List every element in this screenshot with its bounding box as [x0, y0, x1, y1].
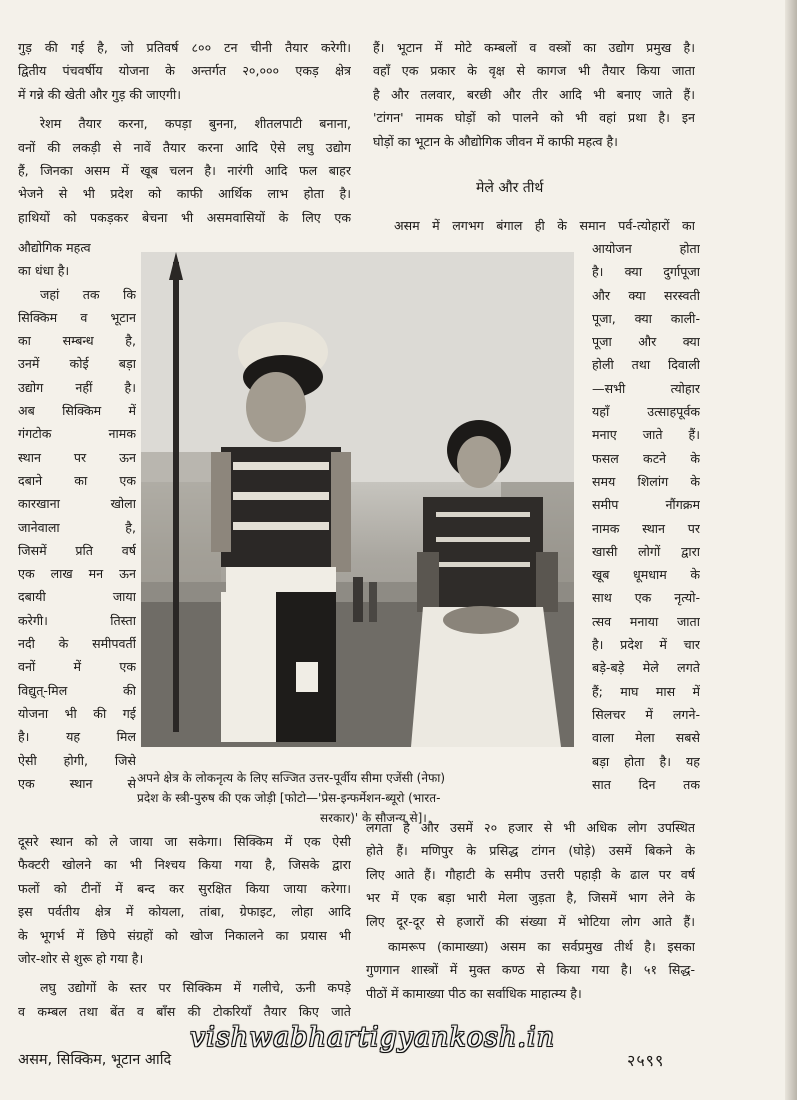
text-line: दूसरे स्थान को ले जाया जा सकेगा। सिक्किम में एक ऐसी [18, 834, 351, 849]
text-line: योजना भी की गई [18, 705, 136, 721]
section-heading: मेले और तीर्थ [476, 180, 544, 196]
text-line: के भूगर्भ में छिपे संग्रहों को खोज निकालने का प्रयास भी [18, 927, 351, 943]
text-line: ऐसी होगी, जिसे [18, 752, 136, 768]
text-line: समय शिलांग के [592, 473, 700, 489]
text-line: नदी के समीपवर्ती [18, 636, 136, 652]
footer-section-title: असम, सिक्किम, भूटान आदि [18, 1052, 172, 1068]
tribal-dancers-photo [141, 252, 574, 747]
text-line: गुड़ की गई है, जो प्रतिवर्ष ८०० टन चीनी तैयार करेगी। [18, 40, 351, 55]
text-line: एक लाख मन ऊन [18, 566, 136, 582]
text-line: वहाँ एक प्रकार के वृक्ष से कागज भी तैयार किया जाता [373, 63, 695, 79]
text-line: लिए आते हैं। गौहाटी के समीप उत्तरी पहाड़ी के ढाल पर वर्ष [366, 866, 695, 882]
text-line: घोड़ों का भूटान के औद्योगिक जीवन में काफी महत्व है। [373, 133, 618, 149]
text-line: त्सव मनाया जाता [592, 613, 700, 629]
text-line: खूब धूमधाम के [592, 567, 700, 583]
page-number: २५९९ [627, 1051, 665, 1070]
text-line: गुणगान शास्त्रों में मुक्त कण्ठ से किया गया है। ५१ सिद्ध- [366, 962, 695, 978]
text-line: कारखाना खोला [18, 496, 136, 512]
caption-line: सरकार)' के सौजन्य से]। [320, 811, 427, 825]
text-line: सात दिन तक [592, 776, 700, 792]
text-line: हैं; माघ मास में [592, 683, 700, 699]
text-line: वाला मेला सबसे [592, 730, 700, 746]
text-line: लिए दूर-दूर से हजारों की संख्या में भोटिया लोग आते हैं। [366, 913, 695, 929]
text-line: है। प्रदेश में चार [592, 637, 700, 653]
text-line: और क्या सरस्वती [592, 287, 700, 303]
text-line: का सम्बन्ध है, [18, 333, 136, 349]
text-line: सिलचर में लगने- [592, 706, 700, 722]
text-line: विद्युत्-मिल की [18, 682, 136, 698]
text-line: 'टांगन' नामक घोड़ों को पालने को भी वहां प्रथा है। इन [373, 110, 695, 126]
right-intro-text [394, 214, 695, 237]
text-line: भेजने से भी प्रदेश को काफी आर्थिक लाभ होता है। [18, 186, 351, 202]
text-line: यहाँ उत्साहपूर्वक [592, 404, 700, 420]
left-narrow-text [18, 236, 136, 795]
photo-illustration [141, 252, 574, 747]
text-line: में गन्ने की खेती और गुड़ की जाएगी। [18, 86, 181, 102]
text-line: हैं, जिनका असम में खूब चलन है। नारंगी आदि फल बाहर [18, 163, 351, 179]
text-line: गंगटोक नामक [18, 426, 136, 442]
text-line: सिक्किम व भूटान [18, 309, 136, 325]
text-line: बड़े-बड़े मेले लगते [592, 660, 700, 676]
text-line: उद्योग नहीं है। [18, 379, 136, 395]
text-line: वनों की लकड़ी से नावें तैयार करना आदि ऐसे लघु उद्योग [18, 139, 351, 155]
text-line: औद्योगिक महत्व [18, 240, 91, 255]
page-edge-shadow [785, 0, 797, 1100]
caption-line: अपने क्षेत्र के लोकनृत्य के लिए सज्जित उत्तर-पूर्वीय सीमा एजेंसी (नेफा) [137, 771, 446, 785]
text-line: हैं। भूटान में मोटे कम्बलों व वस्त्रों का उद्योग प्रमुख है। [373, 40, 695, 55]
text-line: है और तलवार, बरछी और तीर आदि भी बनाए जाते हैं। [373, 86, 695, 102]
left-top-text [18, 36, 351, 229]
text-line: जानेवाला है, [18, 519, 136, 535]
site-watermark: vishwabhartigyankosh.in [190, 1022, 555, 1053]
text-line: खासी लोगों द्वारा [592, 543, 700, 559]
text-line: है। क्या दुर्गापूजा [592, 264, 700, 280]
text-line: फैक्टरी खोलने का भी निश्चय किया गया है, जिसके द्वारा [18, 857, 351, 873]
text-line: —सभी त्योहार [592, 380, 700, 396]
text-line: जोर-शोर से शुरू हो गया है। [18, 951, 144, 967]
caption-line: प्रदेश के स्त्री-पुरुष की एक जोड़ी [फोटो—'प्रेस-इन्फर्मेशन-ब्यूरो (भारत- [137, 791, 441, 805]
text-line: रेशम तैयार करना, कपड़ा बुनना, शीतलपाटी बनाना, [40, 116, 351, 132]
text-line: मनाए जाते हैं। [592, 427, 700, 443]
text-line: कामरूप (कामाख्या) असम का सर्वप्रमुख तीर्थ है। इसका [388, 939, 695, 955]
text-line: होते हैं। मणिपुर के प्रसिद्ध टांगन (घोड़े) उसमें बिकने के [366, 843, 695, 859]
text-line: बड़ा होता है। यह [592, 753, 700, 769]
text-line: दबाने का एक [18, 472, 136, 488]
text-line: एक स्थान से [18, 775, 136, 791]
text-line: फलों को टीनों में बन्द कर सुरक्षित किया जाया करेगा। [18, 880, 351, 896]
text-line: आयोजन होता [592, 241, 700, 256]
text-line: व कम्बल तथा बेंत व बाँस की टोकरियाँ तैयार किए जाते [18, 1003, 351, 1019]
text-line: लघु उद्योगों के स्तर पर सिक्किम में गलीचे, ऊनी कपड़े [40, 980, 351, 996]
text-line: साथ एक नृत्यो- [592, 590, 700, 606]
text-line: पीठों में कामाख्या पीठ का सर्वाधिक माहात्म्य है। [366, 985, 582, 1001]
left-bottom-text [18, 830, 351, 1023]
text-line: पूजा और क्या [592, 334, 700, 350]
text-line: समीप नौंगक्रम [592, 497, 700, 513]
right-narrow-text [592, 237, 700, 796]
text-line: स्थान पर ऊन [18, 449, 136, 465]
text-line: लगता है और उसमें २० हजार से भी अधिक लोग उपस्थित [366, 820, 695, 835]
text-line: दबायी जाया [18, 589, 136, 605]
text-line: भर में एक बड़ा भारी मेला जुड़ता है, जिसमें भाग लेने के [366, 890, 695, 906]
text-line: हाथियों को पकड़कर बेचना भी असमवासियों के लिए एक [18, 209, 351, 225]
text-line: पूजा, क्या काली- [592, 310, 700, 326]
text-line: है। यह मिल [18, 729, 136, 745]
right-top-text [373, 36, 695, 153]
text-line: असम में लगभग बंगाल ही के समान पर्व-त्योहारों का [394, 218, 695, 233]
text-line: अब सिक्किम में [18, 403, 136, 419]
text-line: नामक स्थान पर [592, 520, 700, 536]
text-line: होली तथा दिवाली [592, 357, 700, 373]
text-line: उनमें कोई बड़ा [18, 356, 136, 372]
text-line: का धंधा है। [18, 263, 70, 279]
text-line: जिसमें प्रति वर्ष [18, 542, 136, 558]
text-line: इस पर्वतीय क्षेत्र में कोयला, तांबा, ग्रेफाइट, लोहा आदि [18, 904, 351, 920]
text-line: फसल कटने के [592, 450, 700, 466]
right-bottom-text [366, 816, 695, 1005]
text-line: वनों में एक [18, 659, 136, 675]
text-line: जहां तक कि [40, 286, 136, 302]
text-line: द्वितीय पंचवर्षीय योजना के अन्तर्गत २०,००० एकड़ क्षेत्र [18, 63, 351, 79]
text-line: करेगी। तिस्ता [18, 612, 136, 628]
